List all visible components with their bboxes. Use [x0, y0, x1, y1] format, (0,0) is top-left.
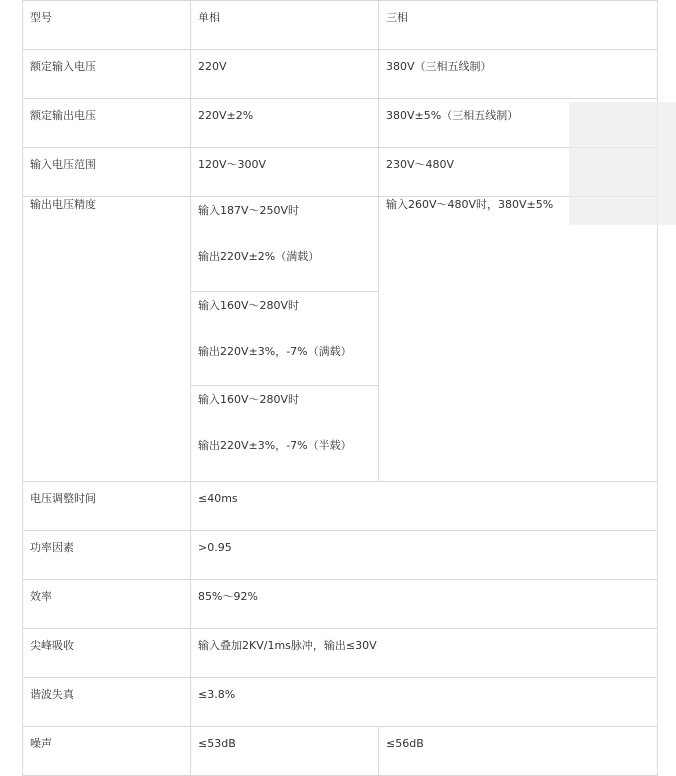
- row-label: 谐波失真: [30, 688, 74, 701]
- cell-value: 380V±5%（三相五线制）: [386, 109, 519, 122]
- row-label: 输出电压精度: [30, 198, 96, 211]
- row-label: 尖峰吸收: [30, 639, 74, 652]
- accuracy-output: 输出220V±3%，-7%（满载）: [198, 345, 352, 358]
- table-cell: [191, 531, 658, 580]
- table-row: [23, 727, 658, 776]
- accuracy-subcell: [191, 197, 378, 291]
- table-cell: [191, 629, 658, 678]
- table-cell: [23, 727, 191, 776]
- accuracy-subcell: [191, 291, 378, 385]
- cell-value: 220V±2%: [198, 109, 254, 122]
- table-cell: [379, 197, 658, 482]
- row-label: 额定输出电压: [30, 109, 96, 122]
- table-cell: [191, 50, 379, 99]
- cell-value: ≤53dB: [198, 737, 236, 750]
- row-label: 电压调整时间: [30, 492, 96, 505]
- table-row-header: [23, 1, 658, 50]
- spec-table: [22, 0, 658, 776]
- cell-value: ≤40ms: [198, 492, 238, 505]
- table-row: [23, 580, 658, 629]
- table-cell: [23, 50, 191, 99]
- table-cell: [379, 50, 658, 99]
- table-row: [23, 678, 658, 727]
- row-label: 功率因素: [30, 541, 74, 554]
- table-cell: [23, 148, 191, 197]
- cell-value: 85%～92%: [198, 590, 258, 603]
- accuracy-input: 输入160V～280V时: [198, 299, 300, 312]
- row-label: 效率: [30, 590, 52, 603]
- table-row: [23, 50, 658, 99]
- accuracy-output: 输出220V±3%，-7%（半载）: [198, 439, 352, 452]
- accuracy-input: 输入187V～250V时: [198, 204, 300, 217]
- table-cell: [191, 99, 379, 148]
- table-cell: [23, 629, 191, 678]
- cell-value: ≤3.8%: [198, 688, 236, 701]
- table-row: [23, 197, 658, 482]
- table-cell: [23, 678, 191, 727]
- accuracy-subcell: [191, 385, 378, 479]
- table-cell: [191, 1, 379, 50]
- table-row: [23, 531, 658, 580]
- table-cell: [23, 1, 191, 50]
- table-cell: [191, 580, 658, 629]
- table-cell: [191, 197, 379, 482]
- row-label: 输入电压范围: [30, 158, 96, 171]
- table-row: [23, 482, 658, 531]
- accuracy-input: 输入160V～280V时: [198, 393, 300, 406]
- cell-value: 220V: [198, 60, 227, 73]
- table-cell: [23, 197, 191, 482]
- row-label: 额定输入电压: [30, 60, 96, 73]
- cell-value: >0.95: [198, 541, 232, 554]
- table-cell: [191, 727, 379, 776]
- table-row: [23, 99, 658, 148]
- accuracy-output: 输出220V±2%（满载）: [198, 250, 320, 263]
- table-row: [23, 148, 658, 197]
- table-cell: [23, 482, 191, 531]
- cell-value: 230V～480V: [386, 158, 455, 171]
- table-cell: [191, 148, 379, 197]
- table-cell: [191, 482, 658, 531]
- header-model: 型号: [30, 11, 52, 24]
- table-cell: [23, 531, 191, 580]
- table-cell: [23, 580, 191, 629]
- cell-value: ≤56dB: [386, 737, 424, 750]
- table-row: [23, 629, 658, 678]
- gray-overlay-panel: [569, 102, 676, 225]
- cell-value: 输入叠加2KV/1ms脉冲，输出≤30V: [198, 639, 377, 652]
- header-single-phase: 单相: [198, 11, 220, 24]
- row-label: 噪声: [30, 737, 52, 750]
- header-three-phase: 三相: [386, 11, 408, 24]
- table-cell: [191, 678, 658, 727]
- cell-value: 380V（三相五线制）: [386, 60, 492, 73]
- cell-value: 120V～300V: [198, 158, 267, 171]
- table-cell: [379, 1, 658, 50]
- table-cell: [23, 99, 191, 148]
- table-cell: [379, 727, 658, 776]
- cell-value: 输入260V～480V时，380V±5%: [386, 198, 554, 211]
